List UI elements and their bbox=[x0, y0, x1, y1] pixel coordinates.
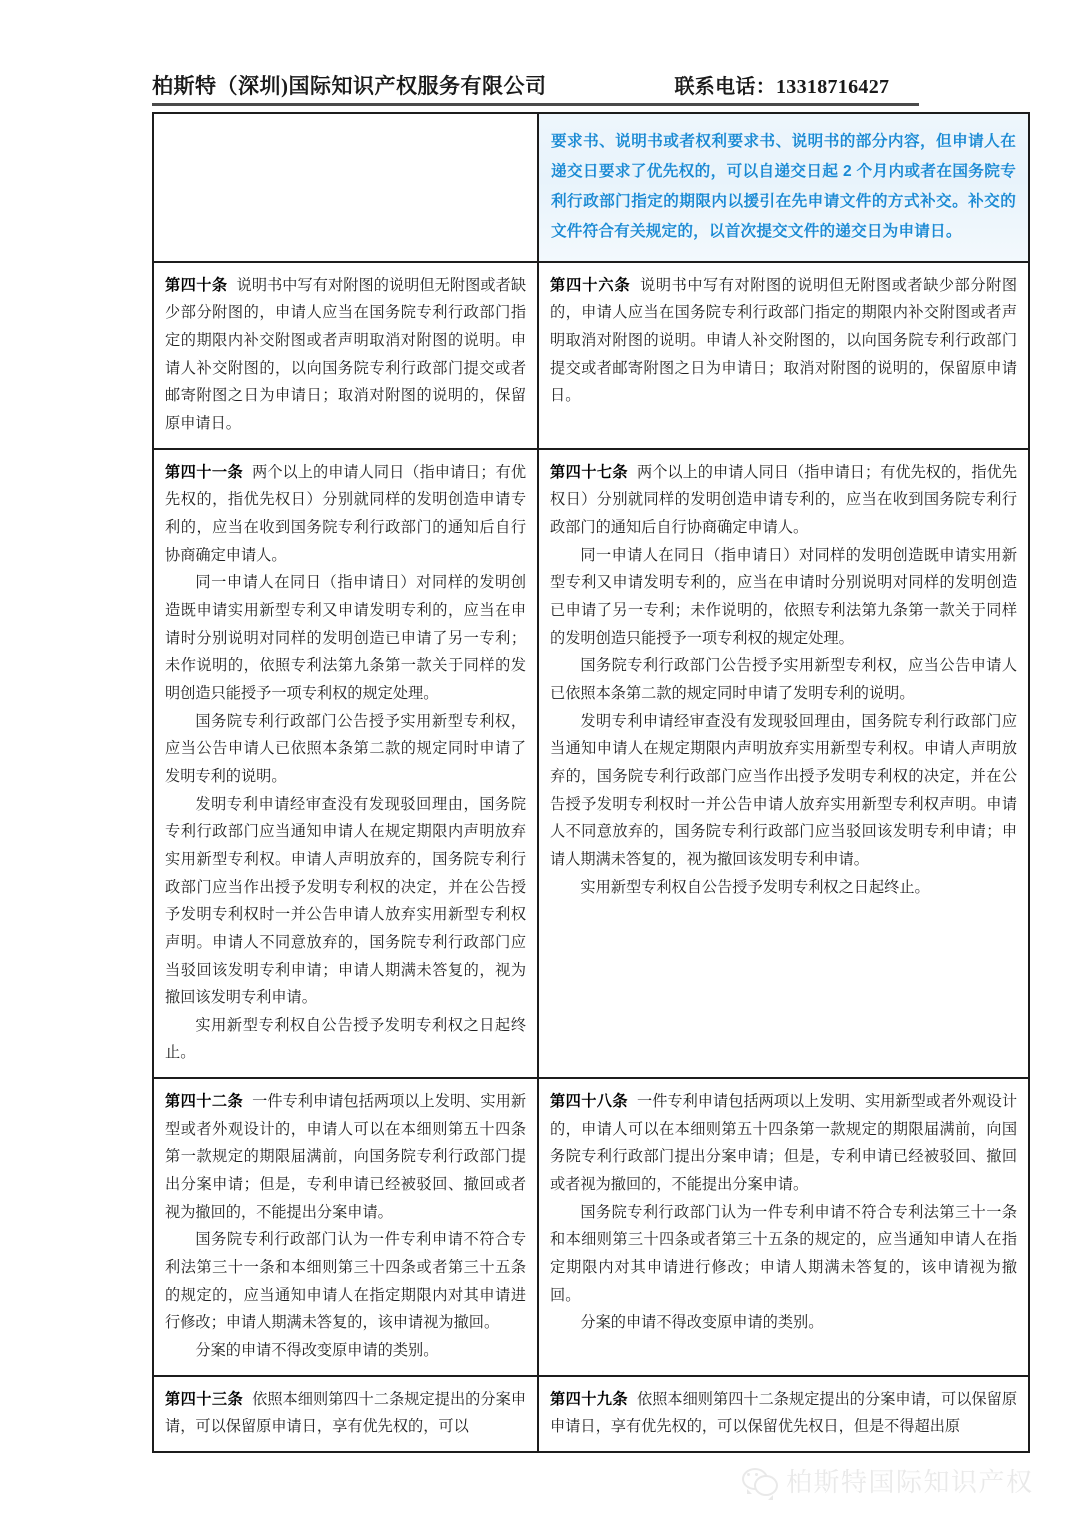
cell-left-article-42 bbox=[153, 1078, 538, 1376]
paragraph: 分案的申请不得改变原申请的类别。 bbox=[195, 1342, 439, 1360]
footer-brand bbox=[742, 1462, 1034, 1499]
cell-left-article-40 bbox=[153, 262, 538, 449]
article-text: 依照本细则第四十二条规定提出的分案申请，可以保留原申请日，享有优先权的，可以 bbox=[165, 1390, 527, 1436]
cell-right-article-49 bbox=[538, 1376, 1029, 1452]
article-number: 第四十九条 bbox=[550, 1390, 628, 1408]
table-row bbox=[153, 262, 1029, 449]
article-text: 一件专利申请包括两项以上发明、实用新型或者外观设计的，申请人可以在本细则第五十四条第一款规定的期限届满前，向国务院专利行政部门提出分案申请；但是，专利申请已经被驳回、撤回或者视为撤回的，不能提出分案申请。 bbox=[550, 1093, 1017, 1194]
law-comparison-table bbox=[152, 112, 1030, 1453]
table-row bbox=[153, 113, 1029, 262]
paragraph: 实用新型专利权自公告授予发明专利权之日起终止。 bbox=[165, 1016, 526, 1062]
paragraph bbox=[165, 1088, 526, 1226]
article-text: 依照本细则第四十二条规定提出的分案申请，可以保留原申请日，享有优先权的，可以保留优先权日，但是不得超出原 bbox=[550, 1390, 1017, 1436]
paragraph bbox=[550, 459, 1017, 542]
cell-left-empty bbox=[153, 113, 538, 262]
company-name: 柏斯特（深圳)国际知识产权服务有限公司 bbox=[152, 74, 547, 98]
header-divider bbox=[152, 103, 919, 106]
cell-left-article-43 bbox=[153, 1376, 538, 1452]
article-number: 第四十八条 bbox=[550, 1093, 628, 1111]
cell-right-highlighted bbox=[538, 113, 1029, 262]
paragraph bbox=[550, 272, 1017, 410]
table-row bbox=[153, 1078, 1029, 1376]
cell-left-article-41 bbox=[153, 449, 538, 1078]
paragraph: 国务院专利行政部门公告授予实用新型专利权，应当公告申请人已依照本条第二款的规定同时申请了发明专利的说明。 bbox=[550, 657, 1017, 702]
paragraph bbox=[165, 1386, 526, 1441]
article-number: 第四十二条 bbox=[165, 1093, 244, 1111]
article-text: 一件专利申请包括两项以上发明、实用新型或者外观设计的，申请人可以在本细则第五十四条第一款规定的期限届满前，向国务院专利行政部门提出分案申请；但是，专利申请已经被驳回、撤回或者视为撤回的，不能提出分案申请。 bbox=[165, 1093, 527, 1221]
cell-right-article-48 bbox=[538, 1078, 1029, 1376]
paragraph: 实用新型专利权自公告授予发明专利权之日起终止。 bbox=[580, 878, 930, 896]
paragraph: 国务院专利行政部门认为一件专利申请不符合专利法第三十一条和本细则第三十四条或者第三十五条的规定的，应当通知申请人在指定期限内对其申请进行修改；申请人期满未答复的，该申请视为撤回。 bbox=[165, 1231, 526, 1332]
table-row bbox=[153, 1376, 1029, 1452]
article-number: 第四十三条 bbox=[165, 1390, 244, 1408]
article-number: 第四十七条 bbox=[550, 463, 628, 481]
wechat-icon bbox=[742, 1467, 776, 1495]
paragraph bbox=[165, 272, 526, 438]
paragraph bbox=[165, 459, 526, 570]
article-text: 说明书中写有对附图的说明但无附图或者缺少部分附图的，申请人应当在国务院专利行政部门指定的期限内补交附图或者声明取消对附图的说明。申请人补交附图的，以向国务院专利行政部门提交或者邮寄附图之日为申请日；取消对附图的说明的，保留原申请日。 bbox=[165, 276, 526, 433]
highlighted-paragraph: 要求书、说明书或者权利要求书、说明书的部分内容，但申请人在递交日要求了优先权的，可以自递交日起 2 个月内或者在国务院专利行政部门指定的期限内以援引在先申请文件的方式补交。补交的文件符合有关规定的，以首次提交文件的递交日为申请日。 bbox=[551, 133, 1016, 240]
paragraph: 同一申请人在同日（指申请日）对同样的发明创造既申请实用新型专利又申请发明专利的，应当在申请时分别说明对同样的发明创造已申请了另一专利；未作说明的，依照专利法第九条第一款关于同样的发明创造只能授予一项专利权的规定处理。 bbox=[165, 574, 526, 702]
article-text: 说明书中写有对附图的说明但无附图或者缺少部分附图的，申请人应当在国务院专利行政部门指定的期限内补交附图或者声明取消对附图的说明。申请人补交附图的，以向国务院专利行政部门提交或者邮寄附图之日为申请日；取消对附图的说明的，保留原申请日。 bbox=[550, 276, 1018, 405]
paragraph: 发明专利申请经审查没有发现驳回理由，国务院专利行政部门应当通知申请人在规定期限内声明放弃实用新型专利权。申请人声明放弃的，国务院专利行政部门应当作出授予发明专利权的决定，并在公告授予发明专利权时一并公告申请人放弃实用新型专利权声明。申请人不同意放弃的，国务院专利行政部门应当驳回该发明专利申请；申请人期满未答复的，视为撤回该发明专利申请。 bbox=[550, 712, 1017, 868]
paragraph: 分案的申请不得改变原申请的类别。 bbox=[580, 1314, 824, 1332]
article-number: 第四十一条 bbox=[165, 463, 244, 481]
cell-right-article-46 bbox=[538, 262, 1029, 449]
table-body bbox=[153, 113, 1029, 1452]
table-row bbox=[153, 449, 1029, 1078]
brand-name: 柏斯特国际知识产权 bbox=[786, 1468, 1034, 1497]
article-text: 两个以上的申请人同日（指申请日；有优先权的，指优先权日）分别就同样的发明创造申请专利的，应当在收到国务院专利行政部门的通知后自行协商确定申请人。 bbox=[550, 463, 1017, 536]
paragraph: 同一申请人在同日（指申请日）对同样的发明创造既申请实用新型专利又申请发明专利的，应当在申请时分别说明对同样的发明创造已申请了另一专利；未作说明的，依照专利法第九条第一款关于同样的发明创造只能授予一项专利权的规定处理。 bbox=[550, 546, 1017, 647]
paragraph: 国务院专利行政部门认为一件专利申请不符合专利法第三十一条和本细则第三十四条或者第三十五条的规定的，应当通知申请人在指定期限内对其申请进行修改；申请人期满未答复的，该申请视为撤回。 bbox=[550, 1203, 1017, 1304]
paragraph: 发明专利申请经审查没有发现驳回理由，国务院专利行政部门应当通知申请人在规定期限内声明放弃实用新型专利权。申请人声明放弃的，国务院专利行政部门应当作出授予发明专利权的决定，并在公告授予发明专利权时一并公告申请人放弃实用新型专利权声明。申请人不同意放弃的，国务院专利行政部门应当驳回该发明专利申请；申请人期满未答复的，视为撤回该发明专利申请。 bbox=[165, 795, 526, 1007]
paragraph bbox=[550, 1386, 1017, 1441]
paragraph bbox=[550, 1088, 1017, 1199]
document-header bbox=[152, 70, 932, 100]
article-text: 两个以上的申请人同日（指申请日；有优先权的，指优先权日）分别就同样的发明创造申请专利的，应当在收到国务院专利行政部门的通知后自行协商确定申请人。 bbox=[165, 463, 527, 564]
article-number: 第四十六条 bbox=[550, 276, 631, 294]
article-number: 第四十条 bbox=[165, 276, 228, 294]
cell-right-article-47 bbox=[538, 449, 1029, 1078]
paragraph: 国务院专利行政部门公告授予实用新型专利权，应当公告申请人已依照本条第二款的规定同时申请了发明专利的说明。 bbox=[165, 712, 526, 785]
contact-phone: 联系电话：13318716427 bbox=[674, 76, 890, 98]
